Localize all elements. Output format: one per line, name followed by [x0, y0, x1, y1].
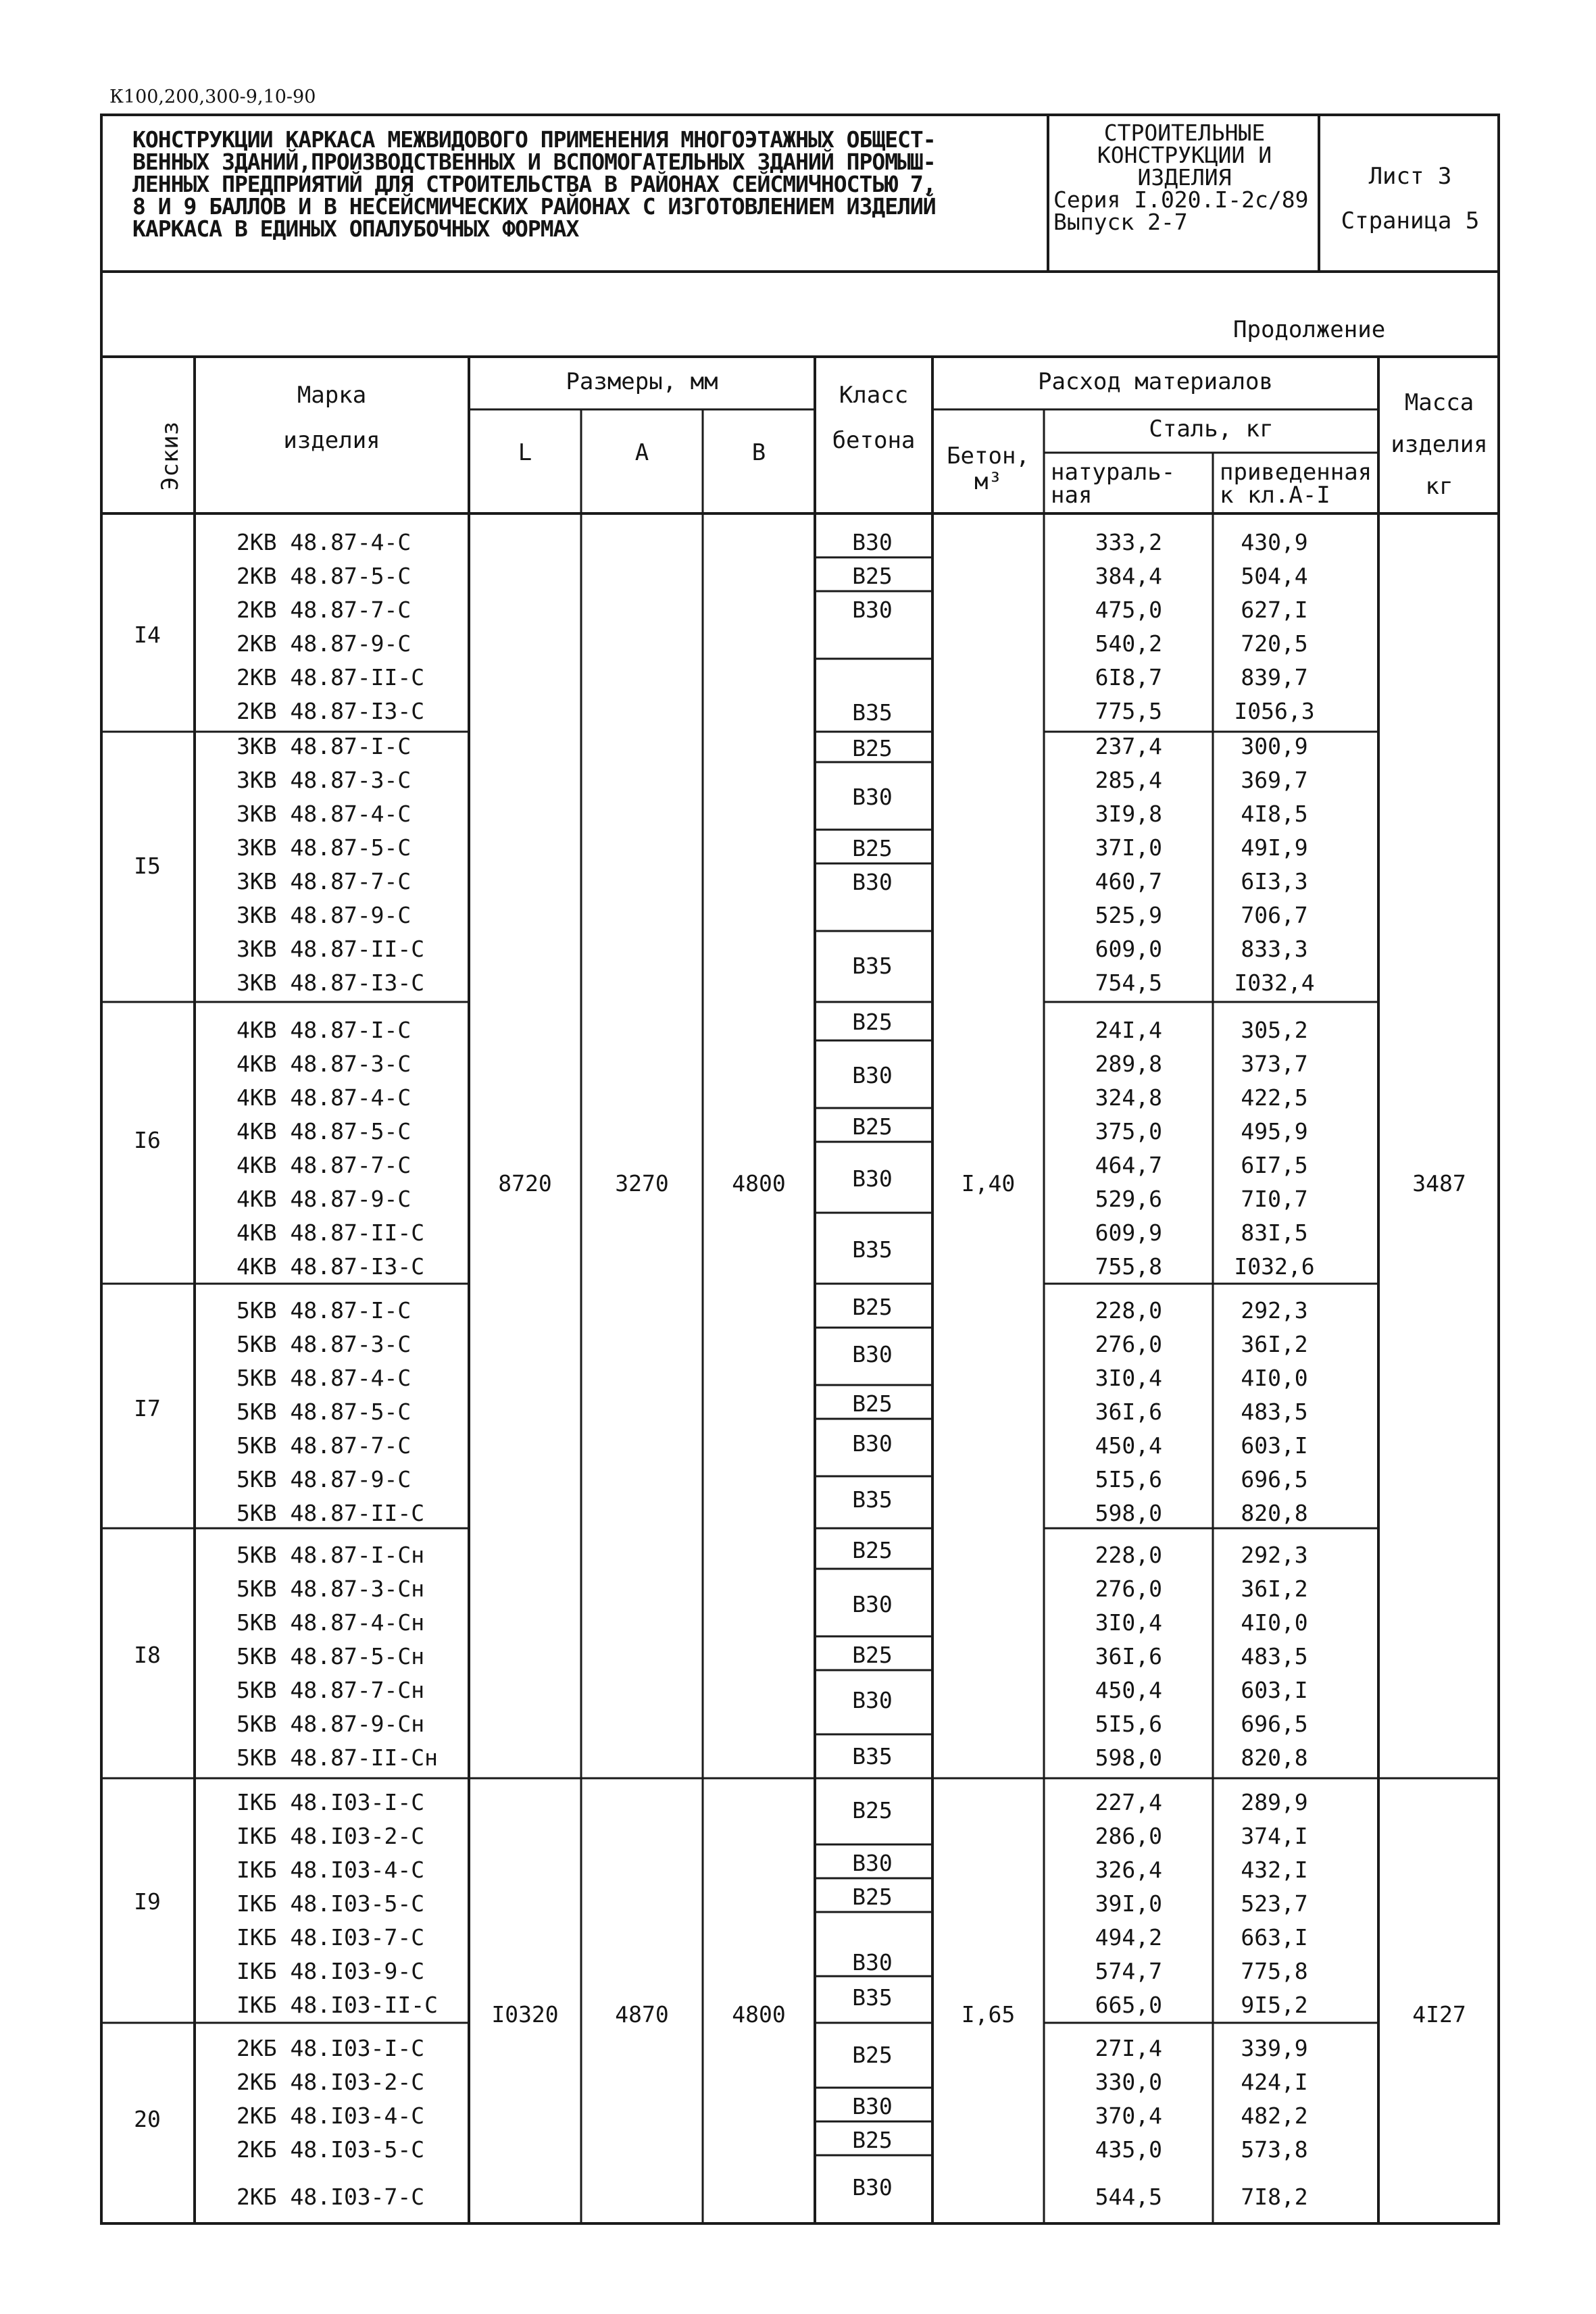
steel-reduced: 663,I [1241, 1924, 1308, 1951]
concrete-class: B25 [852, 1642, 893, 1668]
steel-reduced: I032,6 [1234, 1253, 1315, 1280]
steel-reduced: 523,7 [1241, 1890, 1308, 1917]
steel-reduced: 720,5 [1241, 630, 1308, 657]
concrete-class: B30 [852, 1949, 893, 1976]
series-line: КОНСТРУКЦИИ И [1097, 142, 1272, 168]
sketch-label: I4 [134, 622, 161, 648]
steel-reduced: 430,9 [1241, 529, 1308, 555]
header-reduced [1220, 461, 1382, 507]
title-divider [1047, 114, 1049, 273]
product-mark: 5КВ 48.87-7-Сн [236, 1677, 425, 1703]
document-title [132, 128, 1126, 240]
product-mark: 5КВ 48.87-9-С [236, 1466, 412, 1492]
concrete-volume: I,40 [961, 1170, 1016, 1197]
mass-value: 3487 [1412, 1170, 1466, 1197]
steel-reduced: I056,3 [1234, 698, 1315, 724]
header-consumption: Расход материалов [1038, 368, 1273, 395]
steel-reduced: I032,4 [1234, 970, 1315, 996]
product-mark: 5КВ 48.87-7-С [236, 1432, 412, 1459]
sketch-label: 20 [134, 2106, 161, 2132]
product-mark: IКБ 48.I03-5-С [236, 1890, 425, 1917]
concrete-class: B25 [852, 1113, 893, 1140]
steel-reduced: 374,I [1241, 1823, 1308, 1849]
steel-natural: 3I0,4 [1095, 1609, 1162, 1636]
steel-natural: 754,5 [1095, 970, 1162, 996]
steel-reduced: 36I,2 [1241, 1576, 1308, 1602]
title-line: КАРКАСА В ЕДИНЫХ ОПАЛУБОЧНЫХ ФОРМАХ [132, 216, 579, 242]
steel-reduced: 292,3 [1241, 1542, 1308, 1568]
steel-natural: 227,4 [1095, 1789, 1162, 1815]
steel-reduced: 696,5 [1241, 1711, 1308, 1737]
steel-reduced: 7I0,7 [1241, 1186, 1308, 1212]
steel-natural: 5I5,6 [1095, 1711, 1162, 1737]
header-sizes: Размеры, мм [566, 368, 718, 395]
header-b: B [751, 439, 766, 466]
concrete-class: B25 [852, 1884, 893, 1910]
steel-reduced: 6I3,3 [1241, 868, 1308, 895]
steel-natural: 3I9,8 [1095, 801, 1162, 827]
steel-reduced: 482,2 [1241, 2103, 1308, 2129]
product-mark: 3КВ 48.87-I-С [236, 733, 412, 759]
steel-reduced: 289,9 [1241, 1789, 1308, 1815]
concrete-class: B25 [852, 2042, 893, 2068]
concrete-class: B35 [852, 1486, 893, 1513]
concrete-class: B35 [852, 1236, 893, 1263]
steel-reduced: 483,5 [1241, 1399, 1308, 1425]
concrete-class: B25 [852, 1797, 893, 1823]
series-line: СТРОИТЕЛЬНЫЕ [1103, 120, 1266, 146]
steel-reduced: 422,5 [1241, 1084, 1308, 1111]
steel-natural: 435,0 [1095, 2136, 1162, 2163]
steel-natural: 598,0 [1095, 1744, 1162, 1771]
steel-reduced: 839,7 [1241, 664, 1308, 690]
header-mass [1378, 382, 1500, 507]
header-sketch: Эскиз [157, 421, 184, 491]
mass-value: 4I27 [1412, 2001, 1466, 2028]
steel-reduced: 820,8 [1241, 1500, 1308, 1526]
sketch-label: I6 [134, 1127, 161, 1153]
steel-natural: 228,0 [1095, 1542, 1162, 1568]
steel-reduced: 495,9 [1241, 1118, 1308, 1145]
product-mark: IКБ 48.I03-7-С [236, 1924, 425, 1951]
concrete-class: B30 [852, 1341, 893, 1367]
steel-natural: 6I8,7 [1095, 664, 1162, 690]
steel-natural: 665,0 [1095, 1992, 1162, 2018]
product-mark: 4КВ 48.87-3-С [236, 1051, 412, 1077]
product-mark: 5КВ 48.87-3-С [236, 1331, 412, 1357]
steel-natural: 450,4 [1095, 1677, 1162, 1703]
concrete-class: B30 [852, 1430, 893, 1457]
steel-natural: 24I,4 [1095, 1017, 1162, 1043]
series-line: ИЗДЕЛИЯ [1137, 164, 1232, 191]
concrete-class: B30 [852, 869, 893, 895]
product-mark: 2КВ 48.87-7-С [236, 597, 412, 623]
product-mark: 3КВ 48.87-I3-С [236, 970, 425, 996]
product-mark: 2КВ 48.87-4-С [236, 529, 412, 555]
product-mark: 5КВ 48.87-5-С [236, 1399, 412, 1425]
steel-reduced: 573,8 [1241, 2136, 1308, 2163]
length-value: I0320 [491, 2001, 559, 2028]
product-mark: 5КВ 48.87-II-Сн [236, 1744, 439, 1771]
product-mark: 3КВ 48.87-9-С [236, 902, 412, 928]
product-mark: 3КВ 48.87-7-С [236, 868, 412, 895]
product-mark: 2КВ 48.87-II-С [236, 664, 425, 690]
steel-natural: 574,7 [1095, 1958, 1162, 1984]
concrete-class: B30 [852, 529, 893, 555]
header-concrete-unit: м³ [974, 468, 1002, 495]
steel-reduced: 339,9 [1241, 2035, 1308, 2061]
steel-natural: 460,7 [1095, 868, 1162, 895]
concrete-class: B25 [852, 1009, 893, 1035]
concrete-class: B35 [852, 1984, 893, 2011]
product-mark: 2КБ 48.I03-5-С [236, 2136, 425, 2163]
steel-reduced: 775,8 [1241, 1958, 1308, 1984]
steel-natural: 36I,6 [1095, 1399, 1162, 1425]
product-mark: 5КВ 48.87-5-Сн [236, 1643, 425, 1669]
product-mark: 3КВ 48.87-4-С [236, 801, 412, 827]
steel-reduced: 83I,5 [1241, 1219, 1308, 1246]
steel-natural: 289,8 [1095, 1051, 1162, 1077]
steel-reduced: 373,7 [1241, 1051, 1308, 1077]
steel-natural: 529,6 [1095, 1186, 1162, 1212]
concrete-class: B35 [852, 699, 893, 726]
concrete-class: B30 [852, 1165, 893, 1192]
steel-natural: 609,0 [1095, 936, 1162, 962]
concrete-class: B30 [852, 597, 893, 623]
title-line: ВЕННЫХ ЗДАНИЙ,ПРОИЗВОДСТВЕННЫХ И ВСПОМОГАТЕЛЬНЫХ ЗДАНИЙ ПРОМЫШ- [132, 149, 936, 175]
concrete-class: B30 [852, 2174, 893, 2200]
product-mark: 2КБ 48.I03-I-С [236, 2035, 425, 2061]
steel-reduced: 4I8,5 [1241, 801, 1308, 827]
steel-reduced: 300,9 [1241, 733, 1308, 759]
header-mass-line: кг [1425, 473, 1453, 500]
steel-reduced: 603,I [1241, 1432, 1308, 1459]
steel-reduced: 4I0,0 [1241, 1609, 1308, 1636]
steel-natural: 3I0,4 [1095, 1365, 1162, 1391]
steel-reduced: 603,I [1241, 1677, 1308, 1703]
sketch-label: I8 [134, 1642, 161, 1668]
header-reduced-line: приведенная [1220, 459, 1372, 486]
product-mark: 5КВ 48.87-4-С [236, 1365, 412, 1391]
steel-natural: 598,0 [1095, 1500, 1162, 1526]
product-mark: 4КВ 48.87-9-С [236, 1186, 412, 1212]
steel-reduced: 696,5 [1241, 1466, 1308, 1492]
header-mark: Марка [297, 382, 367, 409]
steel-reduced: 820,8 [1241, 1744, 1308, 1771]
series-line: Выпуск 2-7 [1053, 209, 1188, 235]
steel-reduced: 369,7 [1241, 767, 1308, 793]
steel-natural: 370,4 [1095, 2103, 1162, 2129]
steel-reduced: 504,4 [1241, 563, 1308, 589]
steel-natural: 37I,0 [1095, 834, 1162, 861]
steel-reduced: 483,5 [1241, 1643, 1308, 1669]
concrete-class: B25 [852, 563, 893, 589]
steel-reduced: 627,I [1241, 597, 1308, 623]
steel-natural: 375,0 [1095, 1118, 1162, 1145]
header-l: L [518, 439, 532, 466]
header-steel: Сталь, кг [1149, 416, 1274, 443]
steel-reduced: 36I,2 [1241, 1331, 1308, 1357]
steel-reduced: 4I0,0 [1241, 1365, 1308, 1391]
steel-natural: 544,5 [1095, 2184, 1162, 2210]
product-mark: 5КВ 48.87-II-С [236, 1500, 425, 1526]
concrete-class: B30 [852, 784, 893, 810]
product-mark: 2КБ 48.I03-7-С [236, 2184, 425, 2210]
product-mark: 5КВ 48.87-3-Сн [236, 1576, 425, 1602]
steel-natural: 475,0 [1095, 597, 1162, 623]
title-line: 8 И 9 БАЛЛОВ И В НЕСЕЙСМИЧЕСКИХ РАЙОНАХ С ИЗГОТОВЛЕНИЕМ ИЗДЕЛИЙ [132, 193, 936, 220]
series-line: Серия I.020.I-2с/89 [1053, 186, 1309, 213]
product-mark: 2КБ 48.I03-4-С [236, 2103, 425, 2129]
steel-natural: 27I,4 [1095, 2035, 1162, 2061]
header-reduced-line: к кл.А-I [1220, 482, 1330, 509]
title-line: КОНСТРУКЦИИ КАРКАСА МЕЖВИДОВОГО ПРИМЕНЕНИЯ МНОГОЭТАЖНЫХ ОБЩЕСТ- [132, 126, 936, 153]
steel-natural: 36I,6 [1095, 1643, 1162, 1669]
steel-natural: 464,7 [1095, 1152, 1162, 1178]
steel-natural: 285,4 [1095, 767, 1162, 793]
steel-natural: 276,0 [1095, 1576, 1162, 1602]
steel-natural: 775,5 [1095, 698, 1162, 724]
product-mark: 2КВ 48.87-5-С [236, 563, 412, 589]
width-a-value: 3270 [615, 1170, 669, 1197]
product-mark: 3КВ 48.87-II-С [236, 936, 425, 962]
steel-reduced: 9I5,2 [1241, 1992, 1308, 2018]
sketch-label: I5 [134, 853, 161, 879]
sketch-label: I7 [134, 1395, 161, 1422]
document-code: К100,200,300-9,10-90 [109, 86, 316, 107]
steel-natural: 384,4 [1095, 563, 1162, 589]
header-concrete: Бетон, [947, 443, 1030, 470]
header-mass-line: изделия [1391, 431, 1488, 458]
series-info [1053, 122, 1316, 233]
steel-natural: 609,9 [1095, 1219, 1162, 1246]
concrete-class: B35 [852, 1743, 893, 1769]
product-mark: 4КВ 48.87-I-С [236, 1017, 412, 1043]
steel-reduced: 49I,9 [1241, 834, 1308, 861]
product-mark: 5КВ 48.87-9-Сн [236, 1711, 425, 1737]
steel-natural: 326,4 [1095, 1857, 1162, 1883]
concrete-class: B30 [852, 1062, 893, 1088]
width-a-value: 4870 [615, 2001, 669, 2028]
steel-reduced: 432,I [1241, 1857, 1308, 1883]
title-line: ЛЕННЫХ ПРЕДПРИЯТИЙ ДЛЯ СТРОИТЕЛЬСТВА В РАЙОНАХ СЕЙСМИЧНОСТЬЮ 7, [132, 171, 936, 197]
page-number: Страница 5 [1341, 207, 1480, 234]
header-natural-line: ная [1051, 482, 1093, 509]
header-a: A [634, 439, 649, 466]
header-mass-line: Масса [1404, 389, 1474, 416]
header-mark: изделия [283, 427, 380, 454]
steel-reduced: 305,2 [1241, 1017, 1308, 1043]
header-natural [1051, 461, 1206, 507]
steel-reduced: 6I7,5 [1241, 1152, 1308, 1178]
concrete-class: B30 [852, 2093, 893, 2119]
width-b-value: 4800 [732, 1170, 786, 1197]
steel-reduced: 292,3 [1241, 1297, 1308, 1324]
product-mark: 4КВ 48.87-7-С [236, 1152, 412, 1178]
product-mark: 4КВ 48.87-4-С [236, 1084, 412, 1111]
width-b-value: 4800 [732, 2001, 786, 2028]
product-mark: 2КВ 48.87-I3-С [236, 698, 425, 724]
product-mark: 4КВ 48.87-II-С [236, 1219, 425, 1246]
steel-natural: 755,8 [1095, 1253, 1162, 1280]
product-mark: IКБ 48.I03-I-С [236, 1789, 425, 1815]
steel-natural: 286,0 [1095, 1823, 1162, 1849]
product-mark: 5КВ 48.87-I-С [236, 1297, 412, 1324]
steel-natural: 494,2 [1095, 1924, 1162, 1951]
product-mark: IКБ 48.I03-2-С [236, 1823, 425, 1849]
length-value: 8720 [498, 1170, 552, 1197]
header-class: Класс [839, 382, 909, 409]
steel-natural: 450,4 [1095, 1432, 1162, 1459]
steel-natural: 324,8 [1095, 1084, 1162, 1111]
steel-natural: 540,2 [1095, 630, 1162, 657]
steel-natural: 330,0 [1095, 2069, 1162, 2095]
product-mark: IКБ 48.I03-9-С [236, 1958, 425, 1984]
product-mark: 3КВ 48.87-3-С [236, 767, 412, 793]
title-block [100, 114, 1500, 273]
steel-reduced: 833,3 [1241, 936, 1308, 962]
steel-natural: 525,9 [1095, 902, 1162, 928]
product-mark: IКБ 48.I03-II-С [236, 1992, 439, 2018]
concrete-class: B30 [852, 1687, 893, 1713]
concrete-class: B25 [852, 735, 893, 761]
continuation-label: Продолжение [1233, 316, 1386, 343]
steel-natural: 5I5,6 [1095, 1466, 1162, 1492]
product-mark: 5КВ 48.87-I-Сн [236, 1542, 425, 1568]
sketch-label: I9 [134, 1888, 161, 1915]
product-mark: IКБ 48.I03-4-С [236, 1857, 425, 1883]
sheet-number: Лист 3 [1368, 163, 1452, 190]
steel-reduced: 7I8,2 [1241, 2184, 1308, 2210]
steel-natural: 228,0 [1095, 1297, 1162, 1324]
concrete-class: B25 [852, 1390, 893, 1417]
steel-natural: 39I,0 [1095, 1890, 1162, 1917]
concrete-volume: I,65 [961, 2001, 1016, 2028]
steel-natural: 237,4 [1095, 733, 1162, 759]
concrete-class: B25 [852, 1537, 893, 1563]
concrete-class: B30 [852, 1591, 893, 1617]
steel-natural: 333,2 [1095, 529, 1162, 555]
product-mark: 4КВ 48.87-I3-С [236, 1253, 425, 1280]
product-mark: 2КБ 48.I03-2-С [236, 2069, 425, 2095]
steel-reduced: 706,7 [1241, 902, 1308, 928]
steel-natural: 276,0 [1095, 1331, 1162, 1357]
concrete-class: B25 [852, 1294, 893, 1320]
concrete-class: B25 [852, 2127, 893, 2153]
concrete-class: B35 [852, 953, 893, 979]
product-mark: 3КВ 48.87-5-С [236, 834, 412, 861]
concrete-class: B30 [852, 1850, 893, 1876]
product-mark: 2КВ 48.87-9-С [236, 630, 412, 657]
concrete-class: B25 [852, 835, 893, 861]
sheet-info [1320, 154, 1500, 243]
steel-reduced: 424,I [1241, 2069, 1308, 2095]
header-natural-line: натураль- [1051, 459, 1176, 486]
product-mark: 5КВ 48.87-4-Сн [236, 1609, 425, 1636]
product-mark: 4КВ 48.87-5-С [236, 1118, 412, 1145]
header-class: бетона [832, 427, 916, 454]
